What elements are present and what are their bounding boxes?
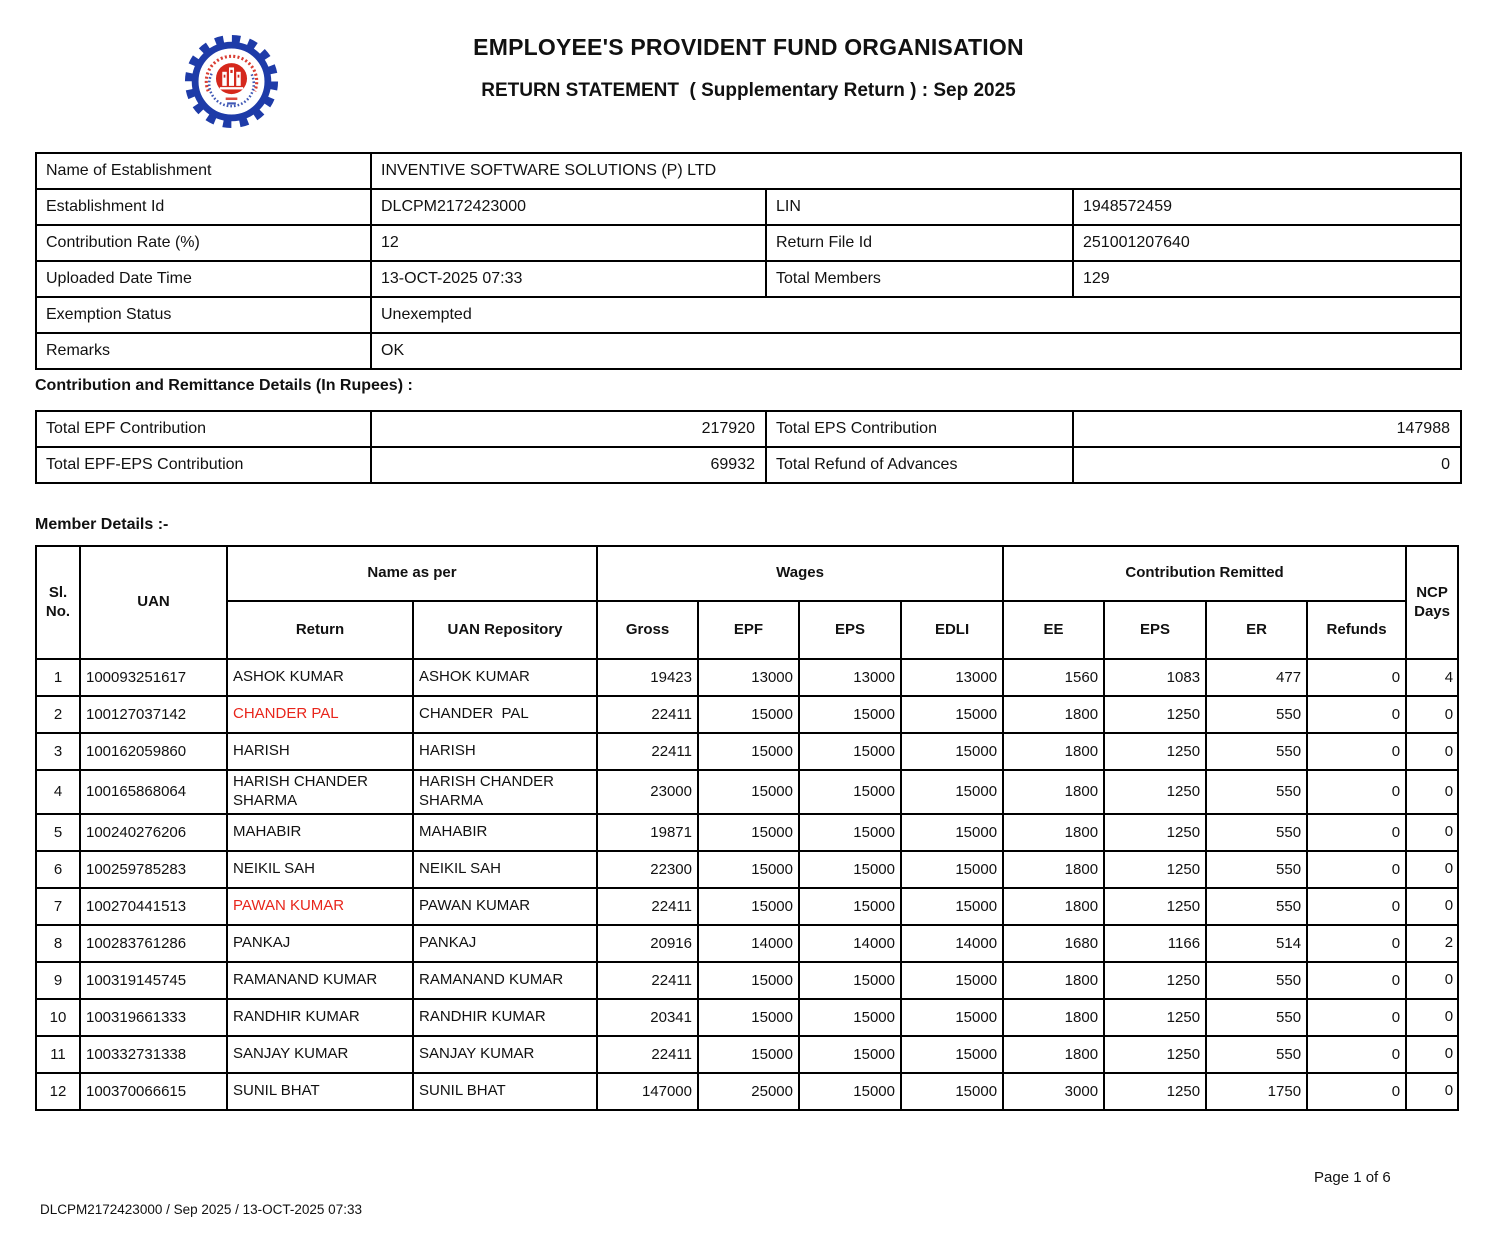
member-edli-wages: 15000: [901, 962, 1003, 999]
member-eps-contribution: 1250: [1104, 888, 1206, 925]
member-epf-wages: 15000: [698, 770, 799, 814]
member-gross-wages: 19871: [597, 814, 698, 851]
total-refund-value: 0: [1073, 447, 1461, 483]
total-members-value: 129: [1073, 261, 1461, 297]
establishment-id-value: DLCPM2172423000: [371, 189, 766, 225]
member-table: [35, 545, 1459, 1111]
member-ncp-days: 0: [1406, 770, 1458, 814]
member-sl-no: 4: [36, 770, 80, 814]
remarks-value: OK: [371, 333, 1461, 369]
member-name-uan-repository: SANJAY KUMAR: [413, 1036, 597, 1073]
member-er-contribution: 477: [1206, 659, 1307, 696]
lin-value: 1948572459: [1073, 189, 1461, 225]
col-group-wages: Wages: [597, 546, 1003, 601]
table-row: [36, 261, 1461, 297]
member-row: [36, 962, 1458, 999]
establishment-id-label: Establishment Id: [36, 189, 371, 225]
member-eps-contribution: 1083: [1104, 659, 1206, 696]
member-ee-contribution: 1800: [1003, 696, 1104, 733]
contribution-rate-value: 12: [371, 225, 766, 261]
member-eps-contribution: 1250: [1104, 1073, 1206, 1110]
member-ee-contribution: 3000: [1003, 1073, 1104, 1110]
member-gross-wages: 147000: [597, 1073, 698, 1110]
member-eps-wages: 14000: [799, 925, 901, 962]
member-name-uan-repository: ASHOK KUMAR: [413, 659, 597, 696]
remittance-table: [35, 410, 1462, 484]
member-uan: 100370066615: [80, 1073, 227, 1110]
member-sl-no: 3: [36, 733, 80, 770]
total-epf-label: Total EPF Contribution: [36, 411, 371, 447]
member-epf-wages: 15000: [698, 696, 799, 733]
member-sl-no: 10: [36, 999, 80, 1036]
member-edli-wages: 15000: [901, 999, 1003, 1036]
member-refunds: 0: [1307, 733, 1406, 770]
total-epf-value: 217920: [371, 411, 766, 447]
table-row: [36, 411, 1461, 447]
member-eps-contribution: 1250: [1104, 851, 1206, 888]
table-row: [36, 333, 1461, 369]
total-epf-eps-label: Total EPF-EPS Contribution: [36, 447, 371, 483]
col-header-eps: EPS: [799, 601, 901, 659]
member-er-contribution: 550: [1206, 999, 1307, 1036]
member-gross-wages: 22411: [597, 696, 698, 733]
col-header-epf: EPF: [698, 601, 799, 659]
member-name-return: MAHABIR: [227, 814, 413, 851]
member-edli-wages: 15000: [901, 1073, 1003, 1110]
member-name-uan-repository: SUNIL BHAT: [413, 1073, 597, 1110]
table-row: [36, 297, 1461, 333]
member-name-uan-repository: PAWAN KUMAR: [413, 888, 597, 925]
member-ee-contribution: 1800: [1003, 888, 1104, 925]
establishment-name-value: INVENTIVE SOFTWARE SOLUTIONS (P) LTD: [371, 153, 1461, 189]
member-name-return: SANJAY KUMAR: [227, 1036, 413, 1073]
establishment-name-label: Name of Establishment: [36, 153, 371, 189]
member-gross-wages: 20916: [597, 925, 698, 962]
member-uan: 100162059860: [80, 733, 227, 770]
member-name-return: RANDHIR KUMAR: [227, 999, 413, 1036]
member-edli-wages: 15000: [901, 888, 1003, 925]
table-row: [36, 225, 1461, 261]
member-epf-wages: 13000: [698, 659, 799, 696]
member-name-uan-repository: RANDHIR KUMAR: [413, 999, 597, 1036]
member-rows: [36, 659, 1458, 1110]
member-name-return: PAWAN KUMAR: [227, 888, 413, 925]
statement-subtitle: RETURN STATEMENT ( Supplementary Return ) : Sep 2025: [481, 80, 1016, 101]
col-header-uan: UAN: [80, 546, 227, 659]
member-sl-no: 6: [36, 851, 80, 888]
member-eps-wages: 15000: [799, 962, 901, 999]
return-file-id-value: 251001207640: [1073, 225, 1461, 261]
member-uan: 100270441513: [80, 888, 227, 925]
member-edli-wages: 15000: [901, 814, 1003, 851]
uploaded-datetime-label: Uploaded Date Time: [36, 261, 371, 297]
col-header-return: Return: [227, 601, 413, 659]
member-epf-wages: 15000: [698, 888, 799, 925]
member-edli-wages: 15000: [901, 770, 1003, 814]
member-eps-wages: 15000: [799, 696, 901, 733]
member-ncp-days: 0: [1406, 696, 1458, 733]
total-eps-value: 147988: [1073, 411, 1461, 447]
member-gross-wages: 22411: [597, 962, 698, 999]
member-epf-wages: 25000: [698, 1073, 799, 1110]
member-uan: 100319145745: [80, 962, 227, 999]
member-eps-wages: 15000: [799, 999, 901, 1036]
col-header-er: ER: [1206, 601, 1307, 659]
member-eps-contribution: 1250: [1104, 733, 1206, 770]
member-er-contribution: 550: [1206, 814, 1307, 851]
member-eps-wages: 15000: [799, 770, 901, 814]
member-row: [36, 814, 1458, 851]
member-uan: 100332731338: [80, 1036, 227, 1073]
remittance-heading: Contribution and Remittance Details (In Rupees) :: [35, 377, 413, 394]
member-name-return: HARISH CHANDER SHARMA: [227, 770, 413, 814]
total-members-label: Total Members: [766, 261, 1073, 297]
member-ee-contribution: 1680: [1003, 925, 1104, 962]
member-gross-wages: 23000: [597, 770, 698, 814]
member-uan: 100127037142: [80, 696, 227, 733]
member-refunds: 0: [1307, 999, 1406, 1036]
table-row: [36, 447, 1461, 483]
member-row: [36, 851, 1458, 888]
member-er-contribution: 550: [1206, 851, 1307, 888]
member-refunds: 0: [1307, 1036, 1406, 1073]
member-sl-no: 1: [36, 659, 80, 696]
total-refund-label: Total Refund of Advances: [766, 447, 1073, 483]
member-name-uan-repository: RAMANAND KUMAR: [413, 962, 597, 999]
member-refunds: 0: [1307, 770, 1406, 814]
member-eps-wages: 15000: [799, 851, 901, 888]
member-uan: 100240276206: [80, 814, 227, 851]
exemption-status-label: Exemption Status: [36, 297, 371, 333]
member-name-uan-repository: CHANDER PAL: [413, 696, 597, 733]
member-name-uan-repository: HARISH CHANDER SHARMA: [413, 770, 597, 814]
member-row: [36, 1036, 1458, 1073]
member-sl-no: 7: [36, 888, 80, 925]
member-sl-no: 12: [36, 1073, 80, 1110]
remarks-label: Remarks: [36, 333, 371, 369]
col-group-name-as-per: Name as per: [227, 546, 597, 601]
col-header-ee: EE: [1003, 601, 1104, 659]
member-name-uan-repository: NEIKIL SAH: [413, 851, 597, 888]
member-epf-wages: 15000: [698, 814, 799, 851]
member-uan: 100165868064: [80, 770, 227, 814]
member-eps-contribution: 1250: [1104, 1036, 1206, 1073]
member-ncp-days: 0: [1406, 888, 1458, 925]
member-name-return: HARISH: [227, 733, 413, 770]
member-row: [36, 888, 1458, 925]
member-eps-contribution: 1250: [1104, 814, 1206, 851]
member-name-uan-repository: HARISH: [413, 733, 597, 770]
member-uan: 100319661333: [80, 999, 227, 1036]
member-uan: 100259785283: [80, 851, 227, 888]
member-ee-contribution: 1800: [1003, 999, 1104, 1036]
member-gross-wages: 19423: [597, 659, 698, 696]
member-ee-contribution: 1800: [1003, 851, 1104, 888]
member-sl-no: 5: [36, 814, 80, 851]
page-title: EMPLOYEE'S PROVIDENT FUND ORGANISATION: [473, 34, 1024, 60]
member-eps-contribution: 1250: [1104, 962, 1206, 999]
member-sl-no: 2: [36, 696, 80, 733]
member-uan: 100283761286: [80, 925, 227, 962]
member-er-contribution: 550: [1206, 770, 1307, 814]
member-ee-contribution: 1800: [1003, 770, 1104, 814]
return-file-id-label: Return File Id: [766, 225, 1073, 261]
member-row: [36, 733, 1458, 770]
member-eps-contribution: 1250: [1104, 999, 1206, 1036]
member-row: [36, 770, 1458, 814]
member-gross-wages: 22411: [597, 888, 698, 925]
member-ncp-days: 0: [1406, 999, 1458, 1036]
col-header-sl: Sl. No.: [36, 546, 80, 659]
member-gross-wages: 22411: [597, 733, 698, 770]
member-epf-wages: 15000: [698, 851, 799, 888]
member-refunds: 0: [1307, 888, 1406, 925]
member-row: [36, 659, 1458, 696]
member-refunds: 0: [1307, 925, 1406, 962]
member-eps-wages: 15000: [799, 1036, 901, 1073]
col-group-contribution-remitted: Contribution Remitted: [1003, 546, 1406, 601]
member-ncp-days: 0: [1406, 962, 1458, 999]
member-er-contribution: 550: [1206, 888, 1307, 925]
member-name-return: RAMANAND KUMAR: [227, 962, 413, 999]
footer-page-number: Page 1 of 6: [1314, 1169, 1391, 1186]
total-epf-eps-value: 69932: [371, 447, 766, 483]
member-gross-wages: 22411: [597, 1036, 698, 1073]
member-eps-wages: 15000: [799, 888, 901, 925]
member-name-uan-repository: MAHABIR: [413, 814, 597, 851]
member-ee-contribution: 1800: [1003, 733, 1104, 770]
contribution-rate-label: Contribution Rate (%): [36, 225, 371, 261]
member-name-return: NEIKIL SAH: [227, 851, 413, 888]
member-ee-contribution: 1800: [1003, 1036, 1104, 1073]
member-refunds: 0: [1307, 659, 1406, 696]
member-sl-no: 11: [36, 1036, 80, 1073]
member-ncp-days: 0: [1406, 1073, 1458, 1110]
member-ee-contribution: 1800: [1003, 962, 1104, 999]
member-uan: 100093251617: [80, 659, 227, 696]
member-er-contribution: 550: [1206, 962, 1307, 999]
member-gross-wages: 20341: [597, 999, 698, 1036]
member-eps-contribution: 1250: [1104, 696, 1206, 733]
member-row: [36, 925, 1458, 962]
member-sl-no: 9: [36, 962, 80, 999]
member-row: [36, 1073, 1458, 1110]
member-refunds: 0: [1307, 1073, 1406, 1110]
member-edli-wages: 15000: [901, 696, 1003, 733]
member-eps-wages: 13000: [799, 659, 901, 696]
member-ee-contribution: 1800: [1003, 814, 1104, 851]
member-ee-contribution: 1560: [1003, 659, 1104, 696]
lin-label: LIN: [766, 189, 1073, 225]
member-name-return: CHANDER PAL: [227, 696, 413, 733]
member-edli-wages: 13000: [901, 659, 1003, 696]
member-gross-wages: 22300: [597, 851, 698, 888]
member-row: [36, 999, 1458, 1036]
col-header-ncp-days: NCP Days: [1406, 546, 1458, 659]
footer-document-reference: DLCPM2172423000 / Sep 2025 / 13-OCT-2025 07:33: [40, 1202, 362, 1217]
member-name-uan-repository: PANKAJ: [413, 925, 597, 962]
member-er-contribution: 550: [1206, 696, 1307, 733]
member-edli-wages: 15000: [901, 1036, 1003, 1073]
member-name-return: SUNIL BHAT: [227, 1073, 413, 1110]
member-er-contribution: 1750: [1206, 1073, 1307, 1110]
member-refunds: 0: [1307, 851, 1406, 888]
table-row: [36, 153, 1461, 189]
member-edli-wages: 15000: [901, 851, 1003, 888]
table-row: [36, 189, 1461, 225]
establishment-table: [35, 152, 1462, 370]
exemption-status-value: Unexempted: [371, 297, 1461, 333]
col-header-edli: EDLI: [901, 601, 1003, 659]
member-eps-contribution: 1250: [1104, 770, 1206, 814]
member-name-return: ASHOK KUMAR: [227, 659, 413, 696]
member-epf-wages: 15000: [698, 962, 799, 999]
member-ncp-days: 0: [1406, 733, 1458, 770]
member-epf-wages: 14000: [698, 925, 799, 962]
member-row: [36, 696, 1458, 733]
member-refunds: 0: [1307, 962, 1406, 999]
member-epf-wages: 15000: [698, 733, 799, 770]
member-eps-wages: 15000: [799, 1073, 901, 1110]
member-ncp-days: 0: [1406, 851, 1458, 888]
member-er-contribution: 550: [1206, 733, 1307, 770]
member-epf-wages: 15000: [698, 1036, 799, 1073]
member-er-contribution: 514: [1206, 925, 1307, 962]
uploaded-datetime-value: 13-OCT-2025 07:33: [371, 261, 766, 297]
col-header-uan-repository: UAN Repository: [413, 601, 597, 659]
member-ncp-days: 0: [1406, 814, 1458, 851]
member-sl-no: 8: [36, 925, 80, 962]
member-ncp-days: 2: [1406, 925, 1458, 962]
member-eps-contribution: 1166: [1104, 925, 1206, 962]
total-eps-label: Total EPS Contribution: [766, 411, 1073, 447]
member-epf-wages: 15000: [698, 999, 799, 1036]
member-ncp-days: 0: [1406, 1036, 1458, 1073]
member-eps-wages: 15000: [799, 733, 901, 770]
member-refunds: 0: [1307, 696, 1406, 733]
col-header-refunds: Refunds: [1307, 601, 1406, 659]
member-details-heading: Member Details :-: [35, 516, 169, 533]
col-header-gross: Gross: [597, 601, 698, 659]
member-eps-wages: 15000: [799, 814, 901, 851]
member-edli-wages: 15000: [901, 733, 1003, 770]
member-refunds: 0: [1307, 814, 1406, 851]
member-er-contribution: 550: [1206, 1036, 1307, 1073]
member-ncp-days: 4: [1406, 659, 1458, 696]
col-header-eps-remitted: EPS: [1104, 601, 1206, 659]
member-edli-wages: 14000: [901, 925, 1003, 962]
member-name-return: PANKAJ: [227, 925, 413, 962]
